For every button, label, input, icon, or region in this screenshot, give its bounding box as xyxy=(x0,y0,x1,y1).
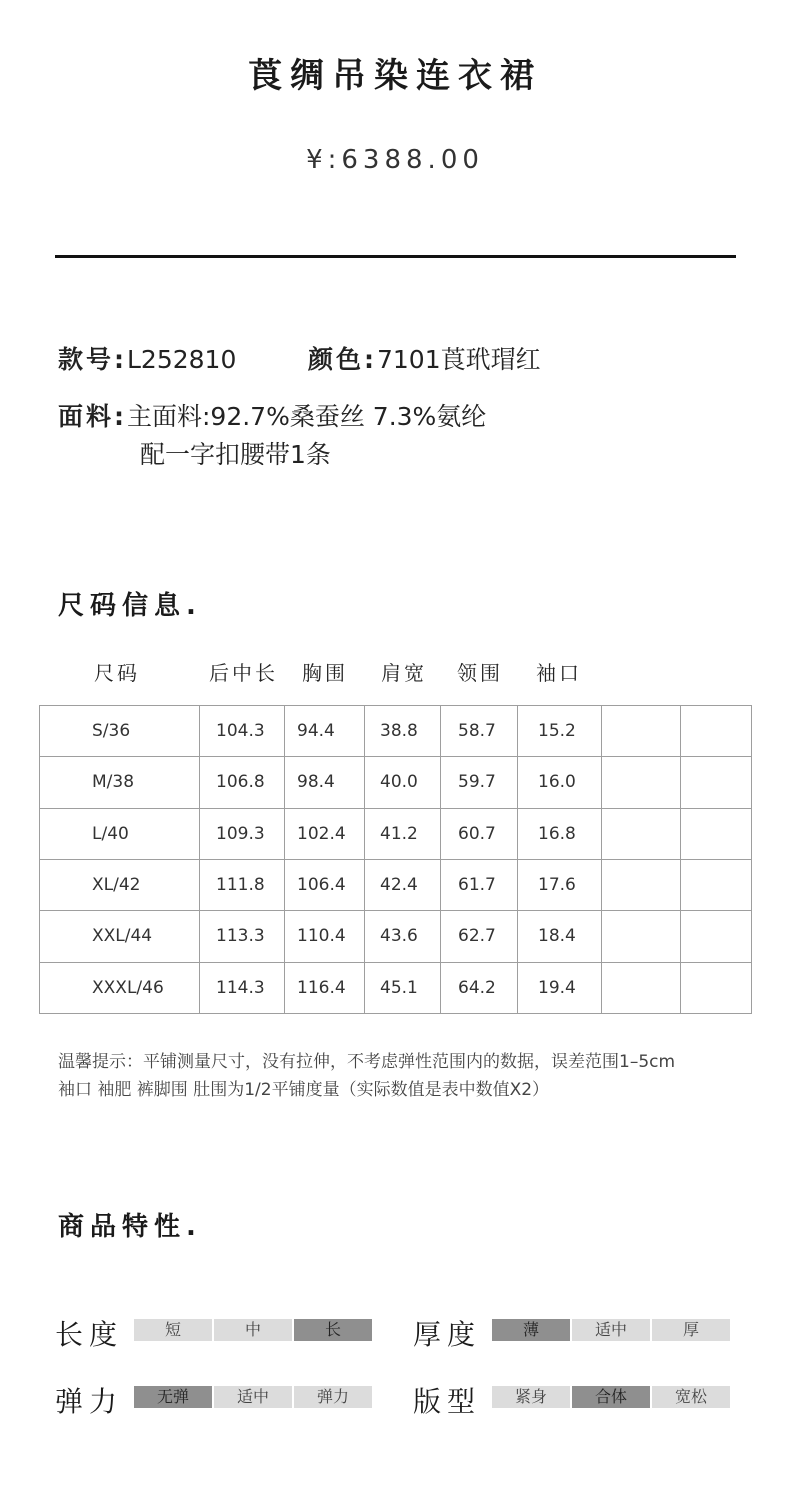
fabric-label: 面料: xyxy=(58,402,127,431)
measurement-cell xyxy=(681,757,752,808)
measurement-cell: 43.6 xyxy=(365,911,441,962)
header-collar: 领围 xyxy=(457,661,503,685)
length-option-0: 短 xyxy=(134,1319,212,1341)
fabric-row xyxy=(58,397,486,433)
table-row xyxy=(40,757,752,808)
fit-option-0: 紧身 xyxy=(492,1386,570,1408)
length-option-2: 长 xyxy=(294,1319,372,1341)
measurement-cell: 64.2 xyxy=(441,962,518,1013)
fit-option-2: 宽松 xyxy=(652,1386,730,1408)
elasticity-option-2: 弹力 xyxy=(294,1386,372,1408)
size-section-title: 尺码信息. xyxy=(58,591,202,621)
header-size: 尺码 xyxy=(94,661,140,685)
header-cuff: 袖口 xyxy=(536,661,582,685)
color-value: 7101莨玳瑁红 xyxy=(377,345,541,374)
size-cell: L/40 xyxy=(40,808,200,859)
measurement-cell: 60.7 xyxy=(441,808,518,859)
thickness-option-1: 适中 xyxy=(572,1319,650,1341)
thickness-option-0: 薄 xyxy=(492,1319,570,1341)
measurement-cell: 42.4 xyxy=(365,859,441,910)
measurement-cell: 98.4 xyxy=(285,757,365,808)
measurement-cell: 41.2 xyxy=(365,808,441,859)
measurement-cell: 38.8 xyxy=(365,706,441,757)
style-number-label: 款号: xyxy=(58,345,127,374)
elasticity-option-1: 适中 xyxy=(214,1386,292,1408)
table-row xyxy=(40,706,752,757)
size-cell: XL/42 xyxy=(40,859,200,910)
size-cell: M/38 xyxy=(40,757,200,808)
measurement-cell xyxy=(602,808,681,859)
measurement-cell: 40.0 xyxy=(365,757,441,808)
measurement-cell xyxy=(602,962,681,1013)
measurement-notes xyxy=(58,1048,675,1104)
measurement-cell: 109.3 xyxy=(200,808,285,859)
elasticity-option-0: 无弹 xyxy=(134,1386,212,1408)
measurement-cell: 58.7 xyxy=(441,706,518,757)
table-row xyxy=(40,911,752,962)
style-number-row xyxy=(58,340,236,376)
color-row xyxy=(308,340,541,376)
measurement-cell: 104.3 xyxy=(200,706,285,757)
measurement-cell: 114.3 xyxy=(200,962,285,1013)
measurement-cell: 15.2 xyxy=(518,706,602,757)
note-line-2: 袖口 袖肥 裤脚围 肚围为1/2平铺度量（实际数值是表中数值X2） xyxy=(58,1080,550,1100)
measurement-cell: 59.7 xyxy=(441,757,518,808)
color-label: 颜色: xyxy=(308,345,377,374)
measurement-cell: 111.8 xyxy=(200,859,285,910)
table-row xyxy=(40,962,752,1013)
size-cell: S/36 xyxy=(40,706,200,757)
header-shoulder: 肩宽 xyxy=(381,661,427,685)
measurement-cell xyxy=(681,911,752,962)
measurement-cell: 17.6 xyxy=(518,859,602,910)
measurement-cell: 18.4 xyxy=(518,911,602,962)
size-cell: XXL/44 xyxy=(40,911,200,962)
fit-label: 版型 xyxy=(413,1385,482,1418)
header-chest: 胸围 xyxy=(302,661,348,685)
features-section-title: 商品特性. xyxy=(58,1212,202,1242)
product-price: ¥:6388.00 xyxy=(306,145,484,175)
measurement-cell: 113.3 xyxy=(200,911,285,962)
size-cell: XXXL/46 xyxy=(40,962,200,1013)
measurement-cell: 106.4 xyxy=(285,859,365,910)
measurement-cell xyxy=(602,911,681,962)
measurement-cell: 94.4 xyxy=(285,706,365,757)
table-row xyxy=(40,859,752,910)
header-back-length: 后中长 xyxy=(209,661,278,685)
measurement-cell: 110.4 xyxy=(285,911,365,962)
measurement-cell xyxy=(602,757,681,808)
measurement-cell xyxy=(681,808,752,859)
measurement-cell: 106.8 xyxy=(200,757,285,808)
fabric-main: 主面料:92.7%桑蚕丝 7.3%氨纶 xyxy=(127,402,487,431)
measurement-cell: 61.7 xyxy=(441,859,518,910)
style-number-value: L252810 xyxy=(127,345,237,374)
length-option-1: 中 xyxy=(214,1319,292,1341)
measurement-cell xyxy=(681,859,752,910)
size-table xyxy=(39,705,752,1014)
measurement-cell: 102.4 xyxy=(285,808,365,859)
measurement-cell: 62.7 xyxy=(441,911,518,962)
thickness-option-2: 厚 xyxy=(652,1319,730,1341)
fit-option-1: 合体 xyxy=(572,1386,650,1408)
divider xyxy=(55,255,736,258)
measurement-cell: 16.8 xyxy=(518,808,602,859)
fabric-accessory: 配一字扣腰带1条 xyxy=(140,440,331,469)
table-row xyxy=(40,808,752,859)
length-label: 长度 xyxy=(55,1318,124,1351)
measurement-cell: 116.4 xyxy=(285,962,365,1013)
measurement-cell xyxy=(681,962,752,1013)
measurement-cell: 16.0 xyxy=(518,757,602,808)
measurement-cell xyxy=(602,706,681,757)
measurement-cell xyxy=(602,859,681,910)
measurement-cell: 45.1 xyxy=(365,962,441,1013)
product-title: 莨绸吊染连衣裙 xyxy=(248,56,542,96)
thickness-label: 厚度 xyxy=(413,1318,482,1351)
note-line-1: 温馨提示：平铺测量尺寸，没有拉伸，不考虑弹性范围内的数据，误差范围1–5cm xyxy=(58,1052,676,1072)
elasticity-label: 弹力 xyxy=(55,1385,124,1418)
measurement-cell: 19.4 xyxy=(518,962,602,1013)
measurement-cell xyxy=(681,706,752,757)
